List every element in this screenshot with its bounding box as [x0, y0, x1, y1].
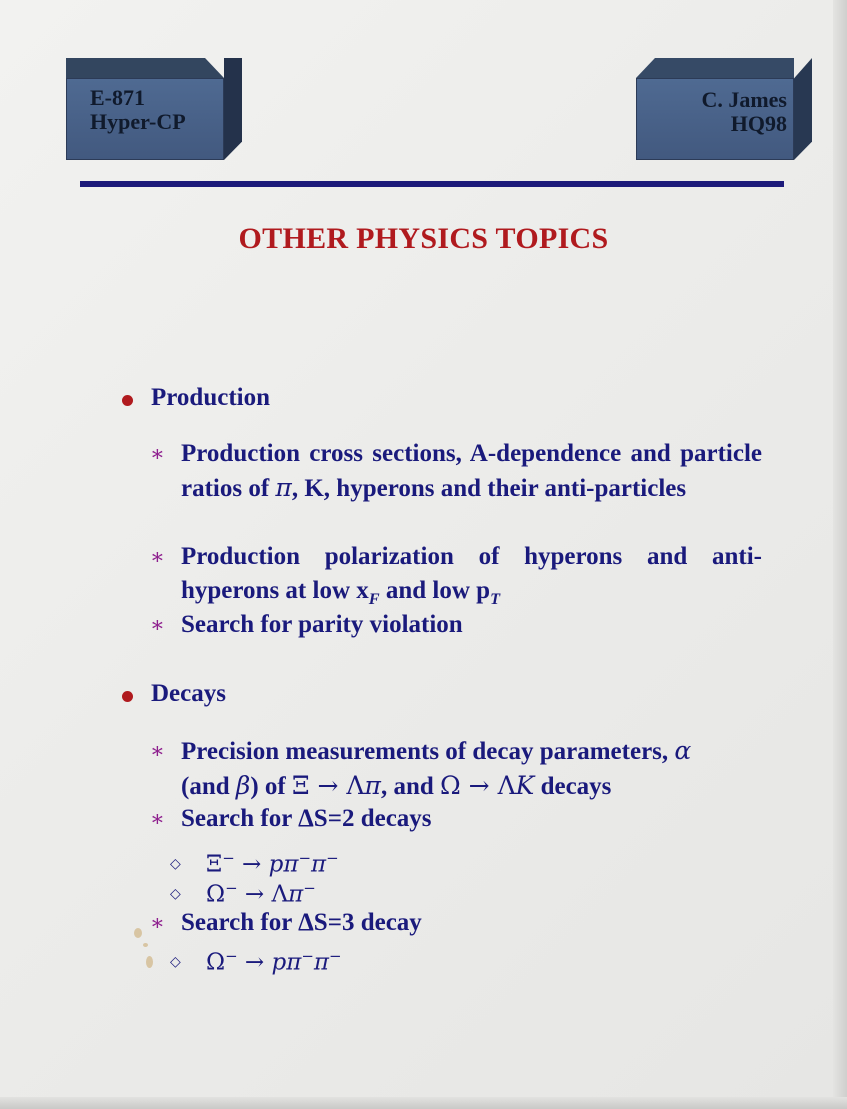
asterisk-icon: ∗: [150, 544, 165, 569]
diamond-icon: ◇: [170, 857, 181, 872]
asterisk-icon: ∗: [150, 441, 165, 466]
paper-edge-bottom: [0, 1097, 847, 1109]
experiment-id: E-871: [90, 85, 145, 110]
list-item-text: Production cross sections, A-dependence and particle ratios of π, K, hyperons and their anti-particles: [181, 440, 762, 502]
slide-title: OTHER PHYSICS TOPICS: [238, 222, 609, 255]
asterisk-icon: ∗: [150, 806, 165, 831]
bullet-dot-icon: [122, 395, 133, 406]
author-label: [701, 88, 787, 136]
diamond-icon: ◇: [170, 887, 181, 902]
paper-stain: [146, 956, 153, 968]
list-item-text: Search for ΔS=3 decay: [181, 909, 422, 936]
asterisk-icon: ∗: [150, 612, 165, 637]
list-item-text: Search for parity violation: [181, 611, 463, 638]
decay-formula: Ω− → Λπ−: [206, 879, 316, 908]
experiment-name: Hyper-CP: [90, 109, 186, 134]
author-name: C. James: [701, 87, 787, 112]
list-item-text: Production polarization of hyperons and anti-hyperons at low $x_F$ and low $p_T$: [181, 543, 762, 608]
bullet-dot-icon: [122, 691, 133, 702]
experiment-label-block: [66, 58, 241, 158]
decay-formula: Ξ− → pπ−π−: [206, 849, 339, 878]
list-item-text: Search for ΔS=2 decays: [181, 805, 432, 832]
decay-formula: Ω− → pπ−π−: [206, 947, 342, 976]
asterisk-icon: ∗: [150, 738, 165, 763]
paper-stain: [143, 943, 148, 947]
paper-stain: [134, 928, 142, 938]
paper-edge-right: [833, 0, 847, 1109]
experiment-label: [90, 86, 186, 134]
asterisk-icon: ∗: [150, 910, 165, 935]
diamond-icon: ◇: [170, 955, 181, 970]
slide-page: E-871 Hyper-CP C. James HQ98 OTHER PHYSICS TOPICS Production ∗ Production cross sections, A-dependence and particle ratios of π, K, hyperons and their anti-particles ∗ Production polarization of hyperons and anti-hyperons at low $x_F$ and low $p_T$ ∗ Search for parity violation Decays ∗ Precision measurements of decay parameters, α (and β) of Ξ → Λπ, and Ω → ΛK decays ∗ Search for ΔS=2 decays ◇ Ξ− → pπ−π− ◇ Ω− → Λπ− ∗ Search for ΔS=3 decay ◇ Ω− → pπ−π−: [0, 0, 847, 1109]
list-item-text: Precision measurements of decay parameters, α (and β) of Ξ → Λπ, and Ω → ΛK decays: [181, 736, 692, 800]
conference-name: HQ98: [730, 111, 787, 136]
author-label-block: [636, 58, 811, 158]
header-divider: [80, 181, 784, 187]
